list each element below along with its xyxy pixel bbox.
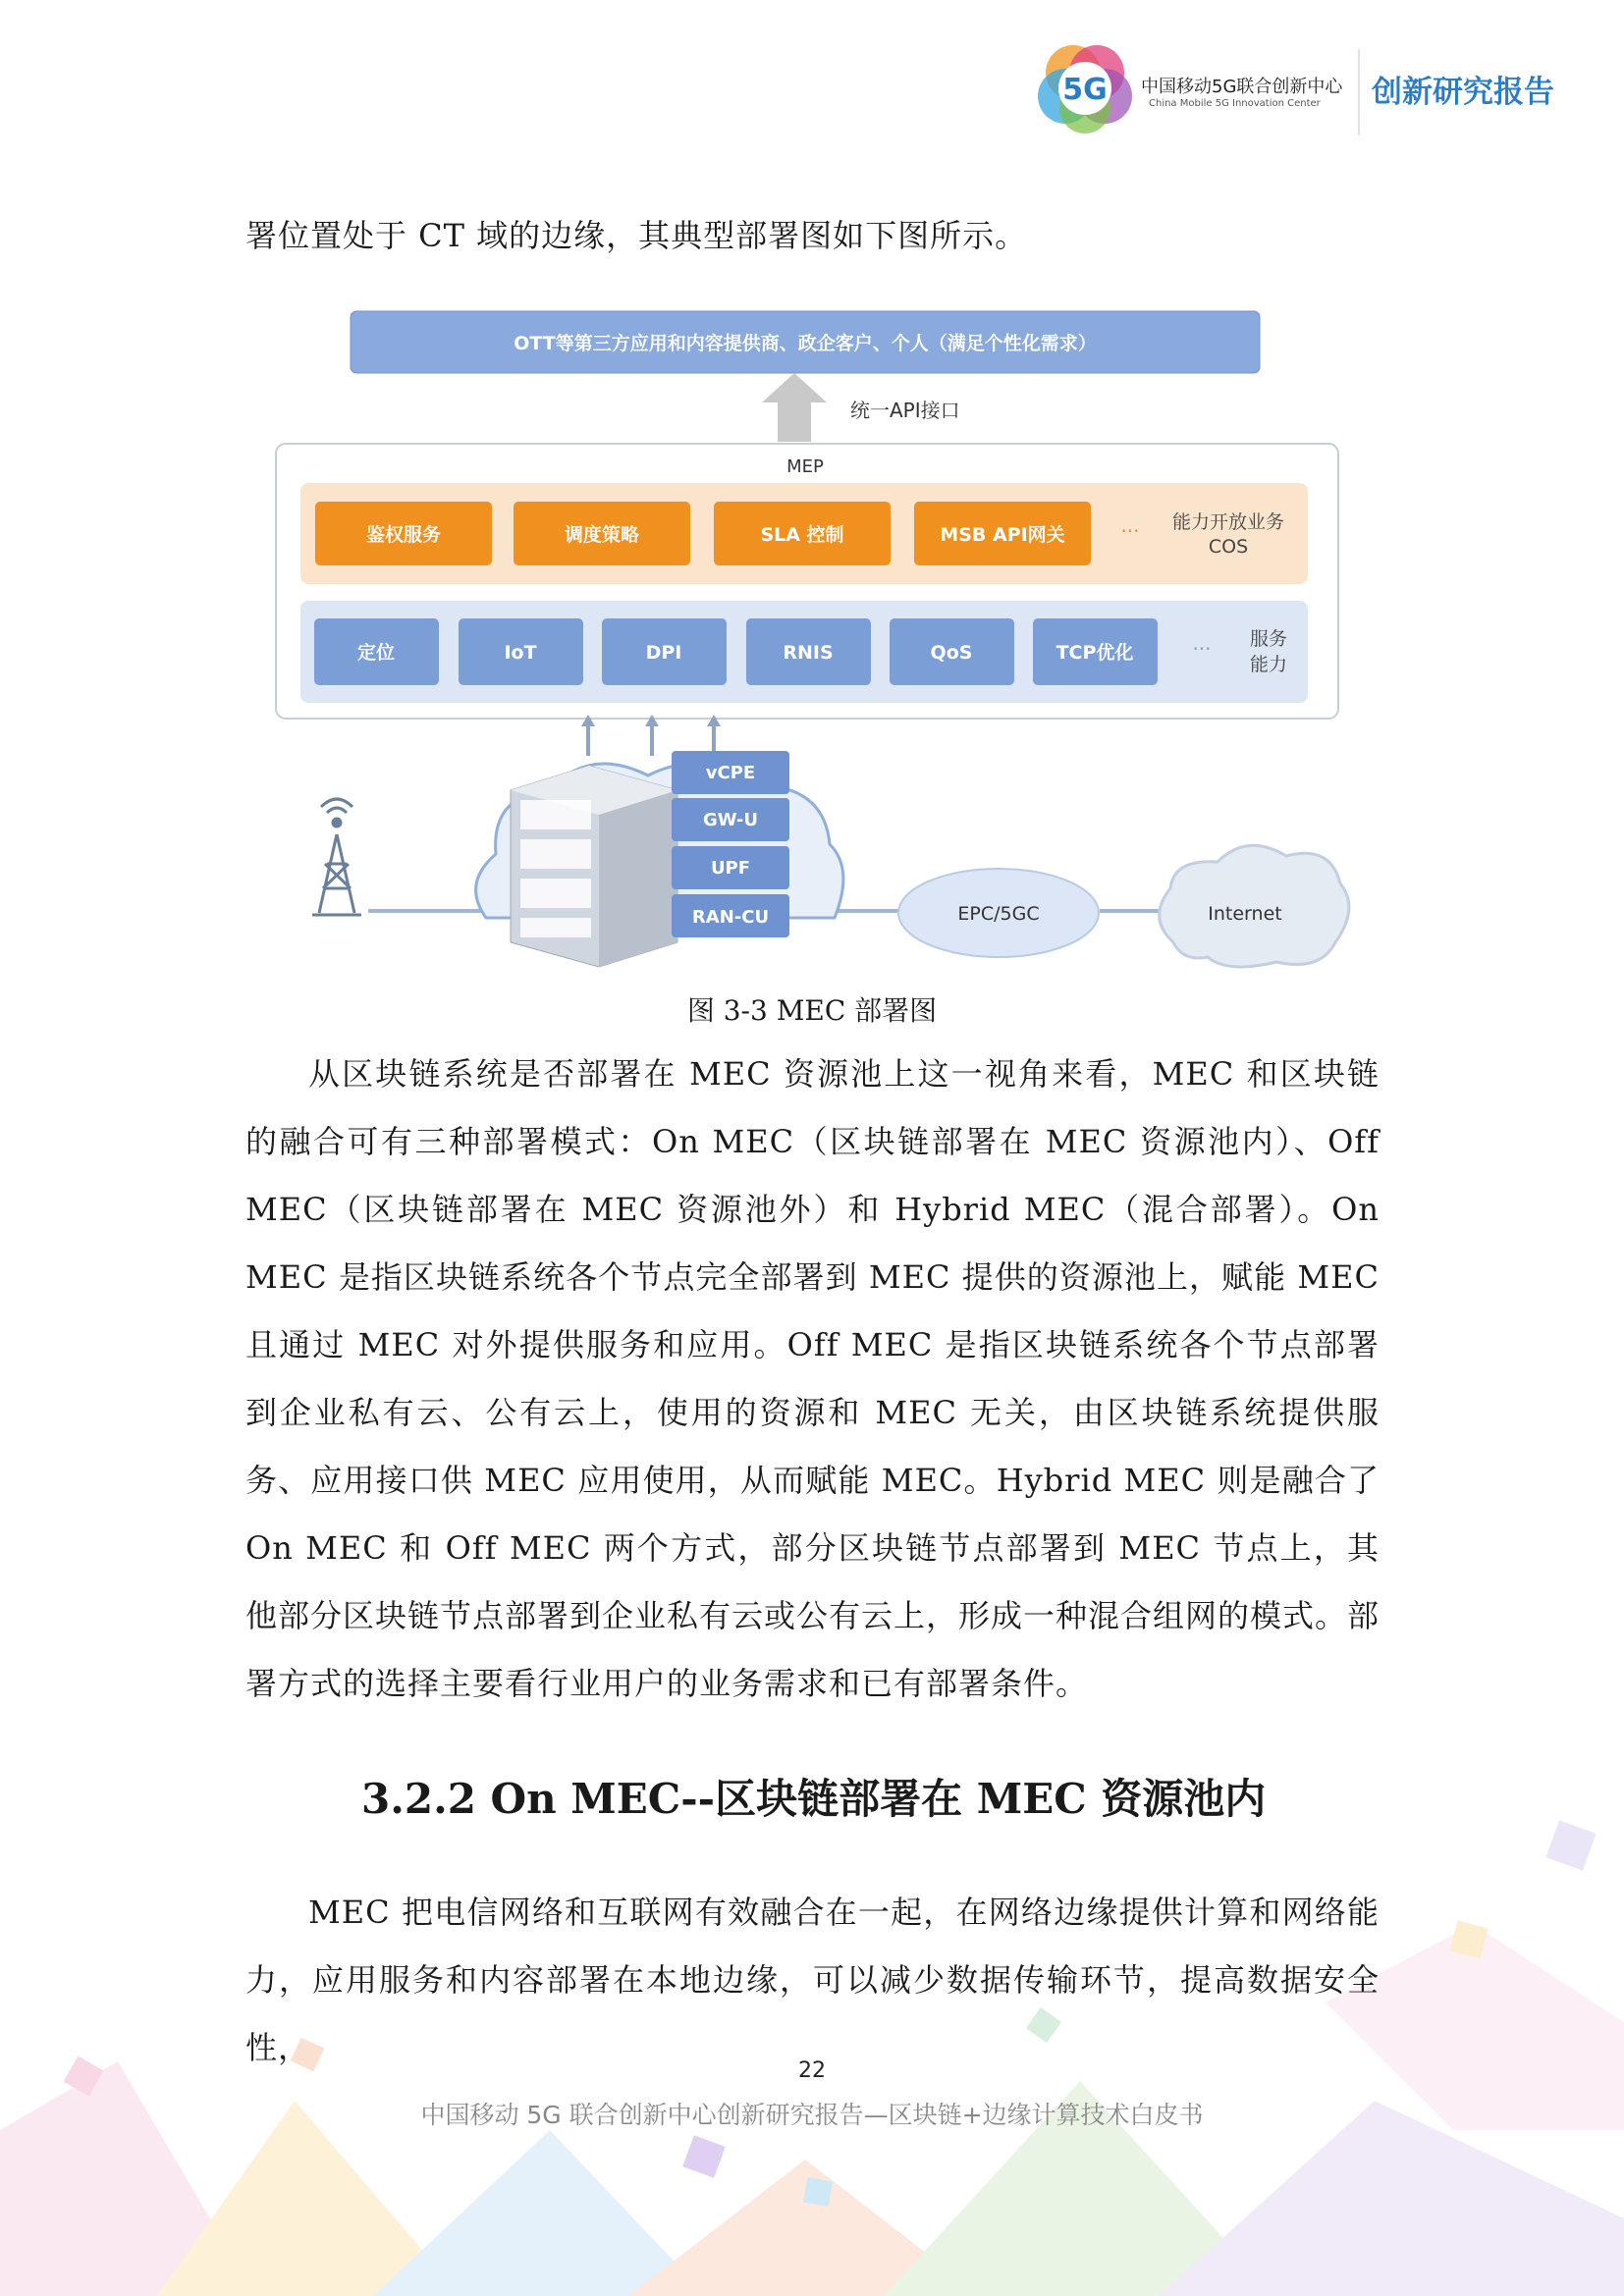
service-ellipsis: ··· (1192, 637, 1212, 661)
cos-box (315, 502, 492, 565)
top-bar (351, 311, 1260, 373)
figure-caption: 图 3-3 MEC 部署图 (686, 994, 938, 1027)
svg-text:MSB API网关: MSB API网关 (940, 524, 1065, 546)
svg-text:鉴权服务: 鉴权服务 (365, 524, 442, 546)
cos-box (514, 502, 690, 565)
svg-text:UPF: UPF (710, 858, 751, 879)
server-rack-icon (511, 766, 677, 967)
svg-text:GW-U: GW-U (703, 810, 758, 830)
service-box (602, 618, 727, 685)
stack-box (672, 894, 789, 937)
svg-text:DPI: DPI (645, 642, 682, 664)
org-name-cn: 中国移动5G联合创新中心 (1141, 77, 1343, 97)
stack-box (672, 751, 789, 794)
mep-label: MEP (786, 456, 824, 477)
footer-text: 中国移动 5G 联合创新中心创新研究报告—区块链+边缘计算技术白皮书 (420, 2101, 1204, 2129)
service-box (459, 618, 583, 685)
service-box (746, 618, 871, 685)
body-paragraph: MEC 把电信网络和互联网有效融合在一起，在网络边缘提供计算和网络能力，应用服务和内容部署在本地边缘，可以减少数据传输环节，提高数据安全性， (245, 1894, 1380, 2066)
service-box (314, 618, 439, 685)
cos-ellipsis: ··· (1120, 519, 1140, 543)
svg-text:5G: 5G (1062, 73, 1108, 107)
up-arrows (581, 715, 721, 756)
svg-text:SLA 控制: SLA 控制 (760, 524, 844, 546)
svg-text:RAN-CU: RAN-CU (691, 907, 770, 928)
logo-icon (1036, 37, 1134, 135)
api-label: 统一API接口 (850, 399, 960, 422)
svg-text:调度策略: 调度策略 (564, 524, 640, 546)
cos-label-line2: COS (1208, 536, 1249, 558)
svg-text:IoT: IoT (504, 642, 537, 664)
epc-node (898, 869, 1099, 957)
intro-line: 署位置处于 CT 域的边缘，其典型部署图如下图所示。 (245, 217, 1028, 254)
service-label-line2: 能力 (1249, 654, 1288, 675)
org-name-en: China Mobile 5G Innovation Center (1149, 98, 1321, 109)
cell-tower-icon (312, 799, 361, 915)
cos-label-line1: 能力开放业务 (1171, 511, 1285, 533)
svg-text:定位: 定位 (356, 642, 396, 664)
stack-box (672, 846, 789, 889)
internet-cloud-icon (1160, 845, 1349, 967)
service-label-line1: 服务 (1249, 628, 1288, 650)
body-paragraph: 从区块链系统是否部署在 MEC 资源池上这一视角来看，MEC 和区块链的融合可有三种部署模式：On MEC（区块链部署在 MEC 资源池内）、Off MEC（区块链部署在 MEC 资源池外）和 Hybrid MEC（混合部署）。On MEC 是指区块链系统各个节点完全部署到 MEC 提供的资源池上，赋能 MEC 且通过 MEC 对外提供服务和应用。Off MEC 是指区块链系统各个节点部署到企业私有云、公有云上，使用的资源和 MEC 无关，由区块链系统提供服务、应用接口供 MEC 应用使用，从而赋能 MEC。Hybrid MEC 则是融合了 On MEC 和 Off MEC 两个方式，部分区块链节点部署到 MEC 节点上，其他部分区块链节点部署到企业私有云或公有云上，形成一种混合组网的模式。部署方式的选择主要看行业用户的业务需求和已有部署条件。 (245, 1055, 1380, 1702)
svg-text:EPC/5GC: EPC/5GC (957, 903, 1040, 925)
stack-box (672, 798, 789, 841)
page-number: 22 (798, 2058, 826, 2083)
report-title: 创新研究报告 (1372, 75, 1554, 110)
mec-deployment-diagram (0, 294, 1624, 982)
cos-box (914, 502, 1091, 565)
cos-box (714, 502, 891, 565)
service-box (890, 618, 1014, 685)
svg-text:QoS: QoS (930, 642, 973, 664)
svg-text:RNIS: RNIS (783, 642, 834, 664)
api-arrow-icon (762, 373, 827, 442)
service-box (1033, 618, 1158, 685)
header-divider (1358, 49, 1360, 135)
svg-text:TCP优化: TCP优化 (1056, 642, 1134, 664)
section-heading: 3.2.2 On MEC--区块链部署在 MEC 资源池内 (361, 1775, 1267, 1823)
svg-text:Internet: Internet (1208, 903, 1282, 925)
svg-text:OTT等第三方应用和内容提供商、政企客户、个人（满足个性化需: OTT等第三方应用和内容提供商、政企客户、个人（满足个性化需求） (514, 333, 1097, 354)
svg-text:vCPE: vCPE (705, 763, 756, 783)
